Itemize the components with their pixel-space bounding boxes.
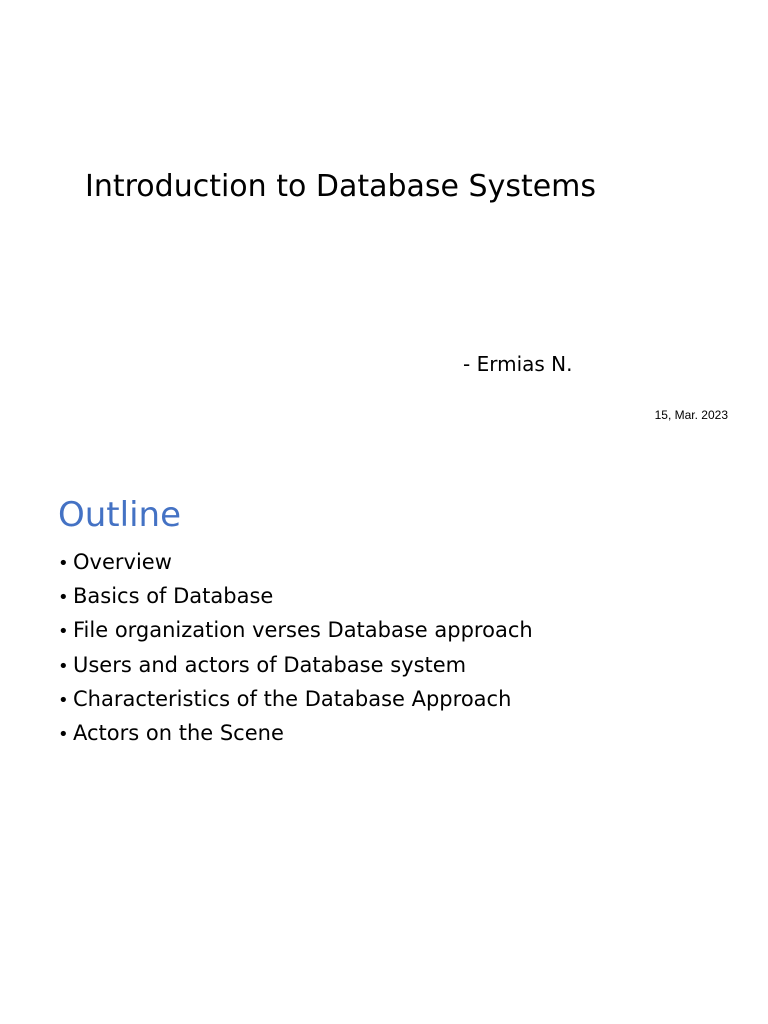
list-item-label: Users and actors of Database system (73, 652, 467, 677)
list-item-label: Characteristics of the Database Approach (73, 686, 512, 711)
bullet-icon: • (58, 724, 69, 746)
outline-list (58, 546, 533, 751)
list-item-label: Overview (73, 550, 172, 574)
author-name: - Ermias N. (463, 352, 573, 376)
list-item (58, 580, 533, 614)
list-item-label: Basics of Database (73, 584, 274, 609)
list-item (58, 683, 533, 717)
outline-heading: Outline (58, 495, 182, 535)
bullet-icon: • (58, 655, 69, 677)
presentation-date: 15, Mar. 2023 (654, 408, 728, 422)
list-item (58, 717, 533, 751)
bullet-icon: • (58, 553, 69, 574)
list-item-label: Actors on the Scene (73, 721, 284, 746)
bullet-icon: • (58, 587, 69, 609)
list-item-label: File organization verses Database approach (73, 618, 533, 643)
bullet-icon: • (58, 689, 69, 711)
list-item (58, 614, 533, 648)
slide-title: Introduction to Database Systems (85, 169, 597, 204)
list-item (58, 546, 533, 580)
list-item (58, 649, 533, 683)
bullet-icon: • (58, 621, 69, 643)
